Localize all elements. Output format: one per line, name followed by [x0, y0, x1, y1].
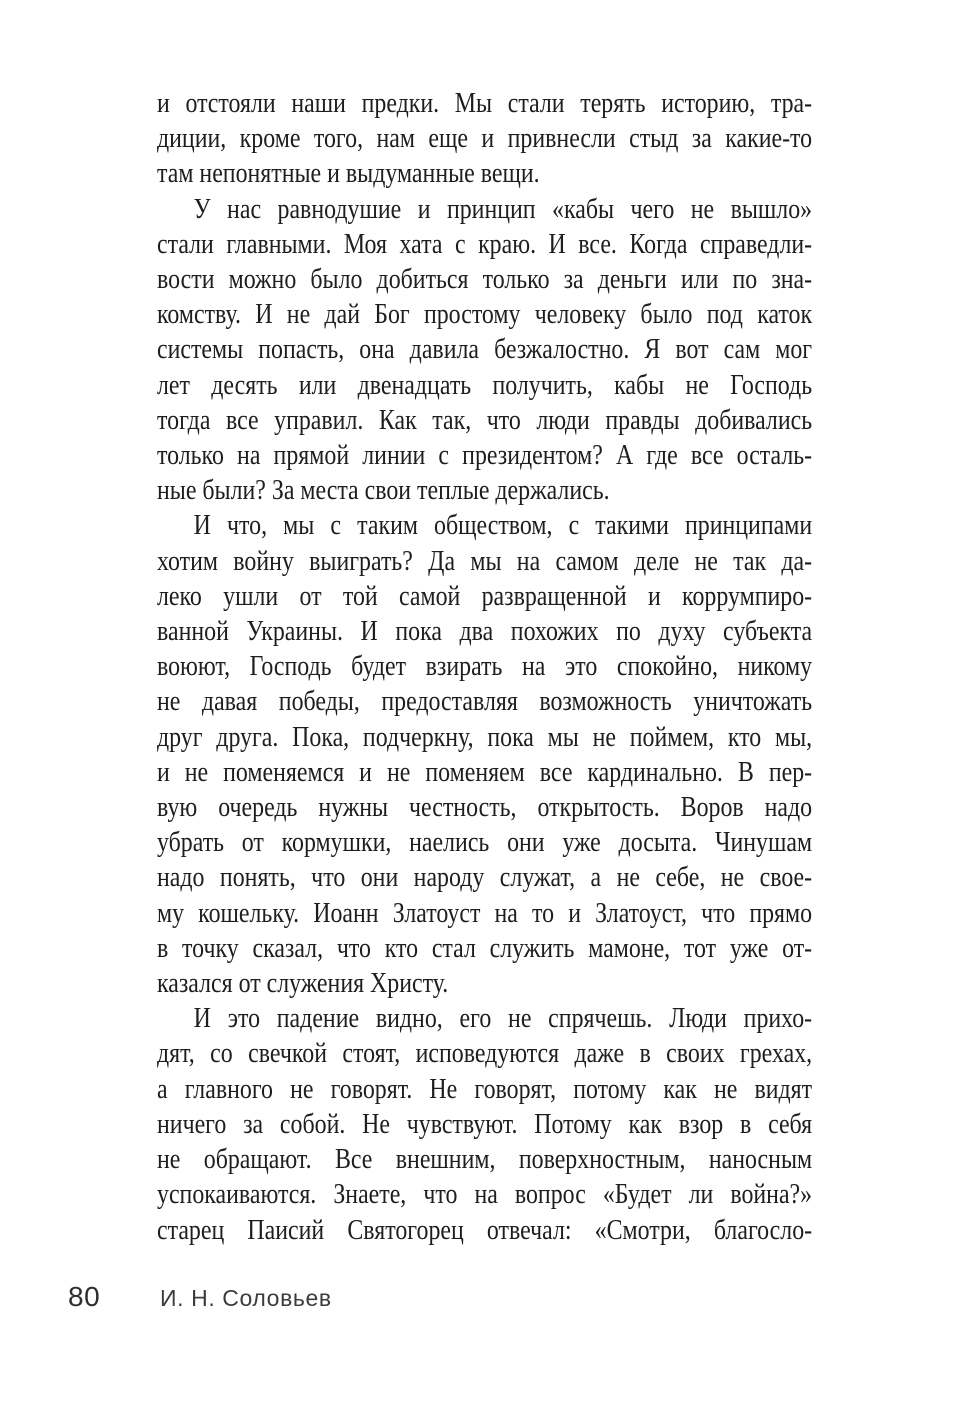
text-line: И что, мы с таким обществом, с такими принципами	[193, 510, 813, 542]
text-line: вую очередь нужны честность, открытость. Воров надо	[157, 792, 813, 824]
text-line: комству. И не дай Бог простому человеку было под каток	[157, 299, 813, 331]
text-line: му кошельку. Иоанн Златоуст на то и Златоуст, что прямо	[157, 897, 813, 929]
text-line: системы попасть, она давила безжалостно. Я вот сам мог	[157, 334, 813, 366]
text-line: воюют, Господь будет взирать на это спокойно, никому	[157, 651, 813, 683]
text-line: ные были? За места свои теплые держались.	[157, 475, 610, 507]
text-line: лет десять или двенадцать получить, кабы не Господь	[157, 369, 813, 401]
text-line: только на прямой линии с президентом? А где все осталь-	[157, 440, 813, 472]
text-line: тогда все управил. Как так, что люди правды добивались	[157, 404, 813, 436]
text-line: ванной Украины. И пока два похожих по духу субъекта	[157, 616, 813, 648]
page-number: 80	[68, 1281, 101, 1312]
text-line: казался от служения Христу.	[157, 968, 449, 1000]
text-line: У нас равнодушие и принцип «кабы чего не вышло»	[193, 193, 813, 225]
text-line: убрать от кормушки, наелись они уже досыта. Чинушам	[157, 827, 813, 859]
text-line: диции, кроме того, нам еще и привнесли стыд за какие-то	[157, 123, 813, 155]
text-line: друг друга. Пока, подчеркну, пока мы не поймем, кто мы,	[157, 721, 813, 753]
page-body-text	[157, 86, 812, 1248]
text-line: старец Паисий Святогорец отвечал: «Смотри, благосло-	[157, 1214, 813, 1246]
text-line: дят, со свечкой стоят, исповедуются даже в своих грехах,	[157, 1038, 813, 1070]
text-line: и отстояли наши предки. Мы стали терять историю, тра-	[157, 88, 813, 119]
text-line: стали главными. Моя хата с краю. И все. Когда справедли-	[157, 228, 813, 260]
text-line: не обращают. Все внешним, поверхностным, наносным	[157, 1144, 813, 1176]
page-footer	[0, 1281, 970, 1321]
running-footer-author: И. Н. Соловьев	[160, 1285, 332, 1311]
text-line: успокаиваются. Знаете, что на вопрос «Будет ли война?»	[157, 1179, 813, 1211]
text-line: И это падение видно, его не спрячешь. Люди прихо-	[193, 1003, 813, 1035]
text-line: ничего за собой. Не чувствуют. Потому как взор в себя	[157, 1108, 813, 1140]
text-line: надо понять, что они народу служат, а не себе, не свое-	[157, 862, 813, 894]
text-line: там непонятные и выдуманные вещи.	[157, 158, 540, 190]
text-line: в точку сказал, что кто стал служить мамоне, тот уже от-	[157, 932, 813, 964]
text-line: и не поменяемся и не поменяем все кардинально. В пер-	[157, 756, 813, 788]
text-line: вости можно было добиться только за деньги или по зна-	[157, 264, 813, 296]
text-line: леко ушли от той самой развращенной и коррумпиро-	[157, 580, 813, 612]
text-line: хотим войну выиграть? Да мы на самом деле не так да-	[157, 545, 813, 577]
text-line: не давая победы, предоставляя возможность уничтожать	[157, 686, 813, 718]
text-line: а главного не говорят. Не говорят, потому как не видят	[157, 1073, 813, 1105]
